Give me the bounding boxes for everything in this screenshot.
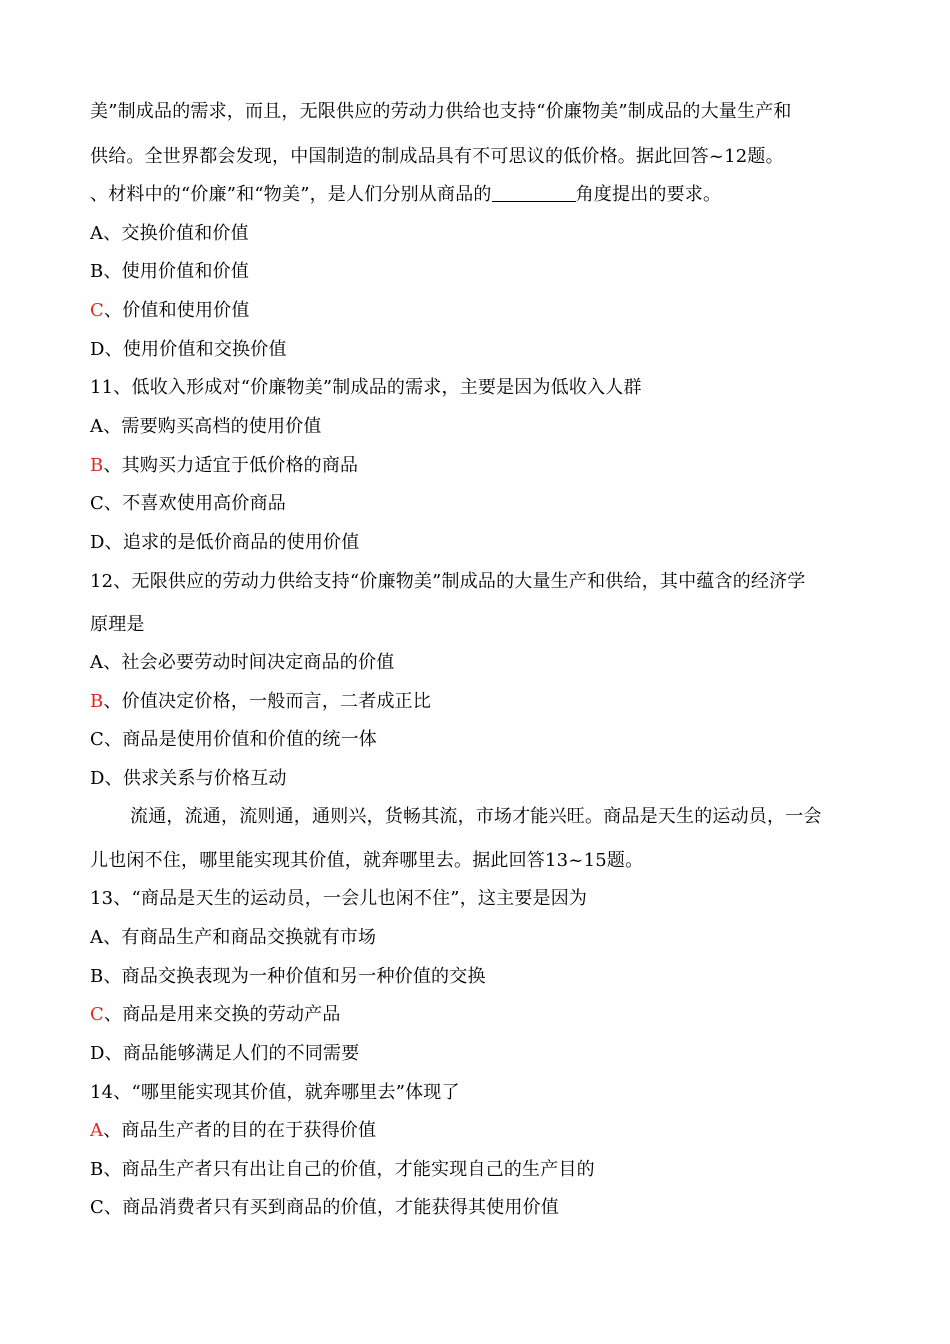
question-12-stem-line-1: 12、无限供应的劳动力供给支持“价廉物美”制成品的大量生产和供给，其中蕴含的经济学 xyxy=(90,571,806,592)
question-12-option-c xyxy=(90,728,870,752)
option-letter: A xyxy=(90,652,104,673)
question-10-option-c xyxy=(90,299,870,323)
option-letter: A xyxy=(90,416,104,437)
option-separator: 、 xyxy=(104,532,123,553)
answer-option-letter: C xyxy=(90,300,104,321)
option-letter: C xyxy=(90,493,104,514)
question-10-stem-after: 角度提出的要求。 xyxy=(575,184,722,205)
option-text: 其购买力适宜于低价格的商品 xyxy=(121,455,359,476)
option-text: 交换价值和价值 xyxy=(121,223,249,244)
option-separator: 、 xyxy=(104,768,123,789)
question-13-stem: 13、“商品是天生的运动员，一会儿也闲不住”，这主要是因为 xyxy=(90,888,588,909)
option-separator: 、 xyxy=(103,927,122,948)
option-letter: B xyxy=(90,966,104,987)
option-text: 追求的是低价商品的使用价值 xyxy=(122,532,360,553)
question-13-option-c xyxy=(90,1003,870,1027)
question-10-option-d xyxy=(90,338,870,362)
option-text: 商品能够满足人们的不同需要 xyxy=(122,1043,360,1064)
question-12-stem-line-2: 原理是 xyxy=(90,614,145,635)
option-separator: 、 xyxy=(103,455,122,476)
option-separator: 、 xyxy=(103,300,123,321)
option-text: 使用价值和价值 xyxy=(121,261,250,282)
option-text: 商品交换表现为一种价值和另一种价值的交换 xyxy=(121,966,486,987)
question-12-option-a xyxy=(90,651,870,675)
question-12-option-b xyxy=(90,690,870,714)
option-letter: B xyxy=(90,1159,104,1180)
question-10-option-b xyxy=(90,260,870,284)
option-separator: 、 xyxy=(103,691,122,712)
question-11-option-a xyxy=(90,415,870,439)
answer-option-letter: C xyxy=(90,1004,104,1025)
option-letter: C xyxy=(90,729,104,750)
option-separator: 、 xyxy=(104,339,123,360)
option-text: 价值决定价格，一般而言，二者成正比 xyxy=(121,691,432,712)
option-letter: A xyxy=(90,927,104,948)
option-letter: A xyxy=(90,223,104,244)
option-text: 需要购买高档的使用价值 xyxy=(121,416,322,437)
option-text: 商品消费者只有买到商品的价值，才能获得其使用价值 xyxy=(122,1197,559,1218)
option-separator: 、 xyxy=(103,1197,123,1218)
option-text: 不喜欢使用高价商品 xyxy=(122,493,286,514)
question-11-option-b xyxy=(90,454,870,478)
option-separator: 、 xyxy=(103,966,122,987)
option-separator: 、 xyxy=(104,1043,123,1064)
passage-2-line-1: 流通，流通，流则通，通则兴，货畅其流，市场才能兴旺。商品是天生的运动员，一会 xyxy=(130,806,822,827)
question-14-option-c xyxy=(90,1196,870,1220)
option-text: 商品是使用价值和价值的统一体 xyxy=(122,729,377,750)
option-separator: 、 xyxy=(103,261,122,282)
option-letter: D xyxy=(90,1043,105,1064)
intro-line-2: 供给。全世界都会发现，中国制造的制成品具有不可思议的低价格。据此回答~12题。 xyxy=(90,146,784,167)
question-13-option-a xyxy=(90,926,870,950)
question-12-option-d xyxy=(90,767,870,791)
option-letter: C xyxy=(90,1197,104,1218)
option-separator: 、 xyxy=(103,223,122,244)
question-11-option-d xyxy=(90,531,870,555)
option-letter: D xyxy=(90,768,105,789)
question-11-option-c xyxy=(90,492,870,516)
answer-option-letter: B xyxy=(90,455,104,476)
question-10-stem-before: 、材料中的“价廉”和“物美”，是人们分别从商品的 xyxy=(90,184,492,205)
option-text: 社会必要劳动时间决定商品的价值 xyxy=(121,652,395,673)
question-14-option-a xyxy=(90,1119,870,1143)
question-10-option-a xyxy=(90,222,870,246)
question-14-stem: 14、“哪里能实现其价值，就奔哪里去”体现了 xyxy=(90,1082,460,1103)
question-10-stem xyxy=(90,183,870,207)
option-letter: D xyxy=(90,339,105,360)
option-text: 商品是用来交换的劳动产品 xyxy=(122,1004,341,1025)
option-letter: D xyxy=(90,532,105,553)
option-separator: 、 xyxy=(103,416,122,437)
answer-blank xyxy=(492,185,576,202)
answer-option-letter: A xyxy=(90,1120,104,1141)
option-letter: B xyxy=(90,261,104,282)
option-text: 有商品生产和商品交换就有市场 xyxy=(121,927,377,948)
question-13-option-d xyxy=(90,1042,870,1066)
option-text: 供求关系与价格互动 xyxy=(122,768,287,789)
question-11-stem: 11、低收入形成对“价廉物美”制成品的需求，主要是因为低收入人群 xyxy=(90,377,642,398)
option-text: 使用价值和交换价值 xyxy=(122,339,287,360)
option-separator: 、 xyxy=(103,1120,122,1141)
question-13-option-b xyxy=(90,965,870,989)
answer-option-letter: B xyxy=(90,691,104,712)
option-separator: 、 xyxy=(103,729,123,750)
question-14-option-b xyxy=(90,1158,870,1182)
option-text: 价值和使用价值 xyxy=(122,300,250,321)
option-text: 商品生产者只有出让自己的价值，才能实现自己的生产目的 xyxy=(121,1159,595,1180)
passage-2-line-2: 儿也闲不住，哪里能实现其价值，就奔哪里去。据此回答13~15题。 xyxy=(90,850,644,871)
option-separator: 、 xyxy=(103,652,122,673)
option-separator: 、 xyxy=(103,1004,123,1025)
option-text: 商品生产者的目的在于获得价值 xyxy=(121,1120,377,1141)
intro-line-1: 美”制成品的需求，而且，无限供应的劳动力供给也支持“价廉物美”制成品的大量生产和 xyxy=(90,101,792,122)
option-separator: 、 xyxy=(103,1159,122,1180)
option-separator: 、 xyxy=(103,493,123,514)
